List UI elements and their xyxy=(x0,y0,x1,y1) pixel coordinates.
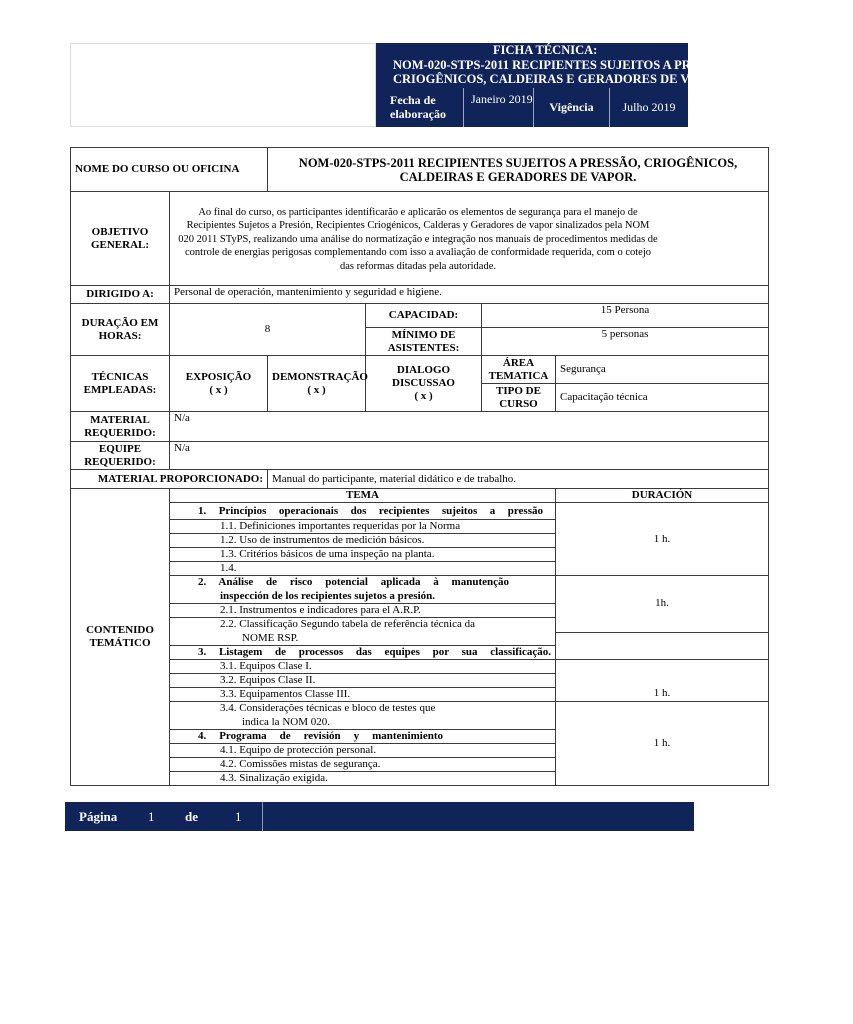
area-value: Segurança xyxy=(556,356,769,384)
minimo-value: 5 personas xyxy=(482,328,769,356)
exposicao-cell xyxy=(170,356,268,412)
tecnicas-label: TÉCNICAS EMPLEADAS: xyxy=(71,356,170,412)
equipe-label: EQUIPE REQUERIDO: xyxy=(71,442,170,470)
area-label: ÁREA TEMATICA xyxy=(482,356,556,384)
list-item: 3.4. Considerações técnicas e bloco de testes que xyxy=(170,702,556,716)
course-name-label: NOME DO CURSO OU OFICINA xyxy=(71,148,268,192)
list-item: 1.3. Critérios básicos de uma inspeção na planta. xyxy=(170,548,556,562)
exposicao-mark: ( x ) xyxy=(209,383,228,396)
header-title: FICHA TÉCNICA: NOM-020-STPS-2011 RECIPIENTES SUJEITOS A PRESSÃO, CRIOGÊNICOS, CALDEIRAS E GERADORES DE VAPOR xyxy=(393,43,735,86)
tema-header: TEMA xyxy=(170,489,556,503)
course-sheet-table xyxy=(70,147,769,786)
list-item: 4.2. Comissões mistas de segurança. xyxy=(170,757,556,771)
duracao-value: 8 xyxy=(170,304,366,356)
list-item: 4.3. Sinalização exigida. xyxy=(170,771,556,785)
list-item: 2.1. Instrumentos e indicadores para el A.R.P. xyxy=(170,603,556,617)
dialogo-mark: ( x ) xyxy=(414,390,433,402)
duracion-header: DURACIÓN xyxy=(556,489,769,503)
course-name-value: NOM-020-STPS-2011 RECIPIENTES SUJEITOS A PRESSÃO, CRIOGÊNICOS, CALDEIRAS E GERADORES DE VAPOR. xyxy=(268,148,769,192)
topic-duration: 1 h. xyxy=(556,702,769,786)
duration-filler xyxy=(556,646,769,660)
dialogo-label: DIALOGO DISCUSSAO xyxy=(392,364,455,389)
list-item: 4.1. Equipo de protección personal. xyxy=(170,743,556,757)
topic-heading: 3. Listagem de processos das equipes por sua classificação. xyxy=(170,646,556,660)
dirigido-value: Personal de operación, mantenimiento y seguridad e higiene. xyxy=(170,286,769,304)
dialogo-cell xyxy=(366,356,482,412)
fecha-label: Fecha de elaboração xyxy=(390,93,446,121)
topic-heading: 4. Programa de revisión y mantenimiento xyxy=(170,729,556,743)
material-requerido-label: MATERIAL REQUERIDO: xyxy=(71,412,170,442)
topic-heading-continued: inspección de los recipientes sujetos a presión. xyxy=(170,590,556,604)
page-footer xyxy=(65,802,694,831)
topic-duration: 1 h. xyxy=(556,660,769,702)
topic-heading: 2. Análise de risco potencial aplicada à manutenção xyxy=(170,576,556,590)
topic-duration: 1 h. xyxy=(556,503,769,576)
demonstracao-label: DEMONSTRAÇÃO xyxy=(272,370,368,383)
objetivo-label: OBJETIVO GENERAL: xyxy=(71,192,170,286)
logo-area xyxy=(70,43,376,127)
footer-divider xyxy=(262,802,263,831)
page-current: 1 xyxy=(148,809,155,824)
list-item-continued: NOME RSP. xyxy=(170,632,556,646)
de-label: de xyxy=(185,809,198,824)
duracao-label: DURAÇÃO EM HORAS: xyxy=(71,304,170,356)
list-item-continued: indica la NOM 020. xyxy=(170,716,556,730)
topic-heading: 1. Princípios operacionais dos recipientes sujeitos a pressão xyxy=(170,503,556,520)
fecha-value: Janeiro 2019 xyxy=(463,88,533,127)
exposicao-label: EXPOSIÇÃO xyxy=(185,370,252,383)
document-header xyxy=(376,43,735,127)
contenido-label: CONTENIDO TEMÁTICO xyxy=(71,489,170,786)
vigencia-value: Julho 2019 xyxy=(609,88,688,127)
material-requerido-value: N/a xyxy=(170,412,769,442)
list-item: 3.3. Equipamentos Classe III. xyxy=(170,688,556,702)
minimo-label: MÍNIMO DE ASISTENTES: xyxy=(366,328,482,356)
material-proporcionado-label: MATERIAL PROPORCIONADO: xyxy=(71,470,268,489)
list-item: 1.1. Definiciones importantes requeridas por la Norma xyxy=(170,520,556,534)
vigencia-label: Vigência xyxy=(533,88,609,127)
duration-filler xyxy=(556,632,769,646)
list-item: 2.2. Classificação Segundo tabela de referência técnica da xyxy=(170,617,556,632)
demonstracao-cell xyxy=(268,356,366,412)
page-total: 1 xyxy=(235,809,242,824)
objetivo-value: Ao final do curso, os participantes identificarão e aplicarão os elementos de segurança para el manejo de Recipientes Sujetos a Presión, Recipientes Criogénicos, Calderas y Geradores de vapor sinalizados pela NOM 020 2011 STyPS, realizando uma análise do normatização e integração nos manuais de procedimentos medidas de controle de energias perigosas complementando com isso a avaliação de conformidade requerida, com o cotejo das reformas ditadas pela autoridade. xyxy=(170,192,769,286)
list-item: 3.1. Equipos Clase I. xyxy=(170,660,556,674)
capacidad-label: CAPACIDAD: xyxy=(366,304,482,328)
list-item: 1.4. xyxy=(170,562,556,576)
capacidad-value: 15 Persona xyxy=(482,304,769,328)
list-item: 3.2. Equipos Clase II. xyxy=(170,674,556,688)
list-item: 1.2. Uso de instrumentos de medición básicos. xyxy=(170,534,556,548)
equipe-value: N/a xyxy=(170,442,769,470)
demonstracao-mark: ( x ) xyxy=(307,383,326,396)
topic-duration: 1h. xyxy=(556,576,769,633)
pagina-label: Página xyxy=(79,809,118,824)
tipo-label: TIPO DE CURSO xyxy=(482,384,556,412)
tipo-value: Capacitação técnica xyxy=(556,384,769,412)
dirigido-label: DIRIGIDO A: xyxy=(71,286,170,304)
material-proporcionado-value: Manual do participante, material didático e de trabalho. xyxy=(268,470,769,489)
